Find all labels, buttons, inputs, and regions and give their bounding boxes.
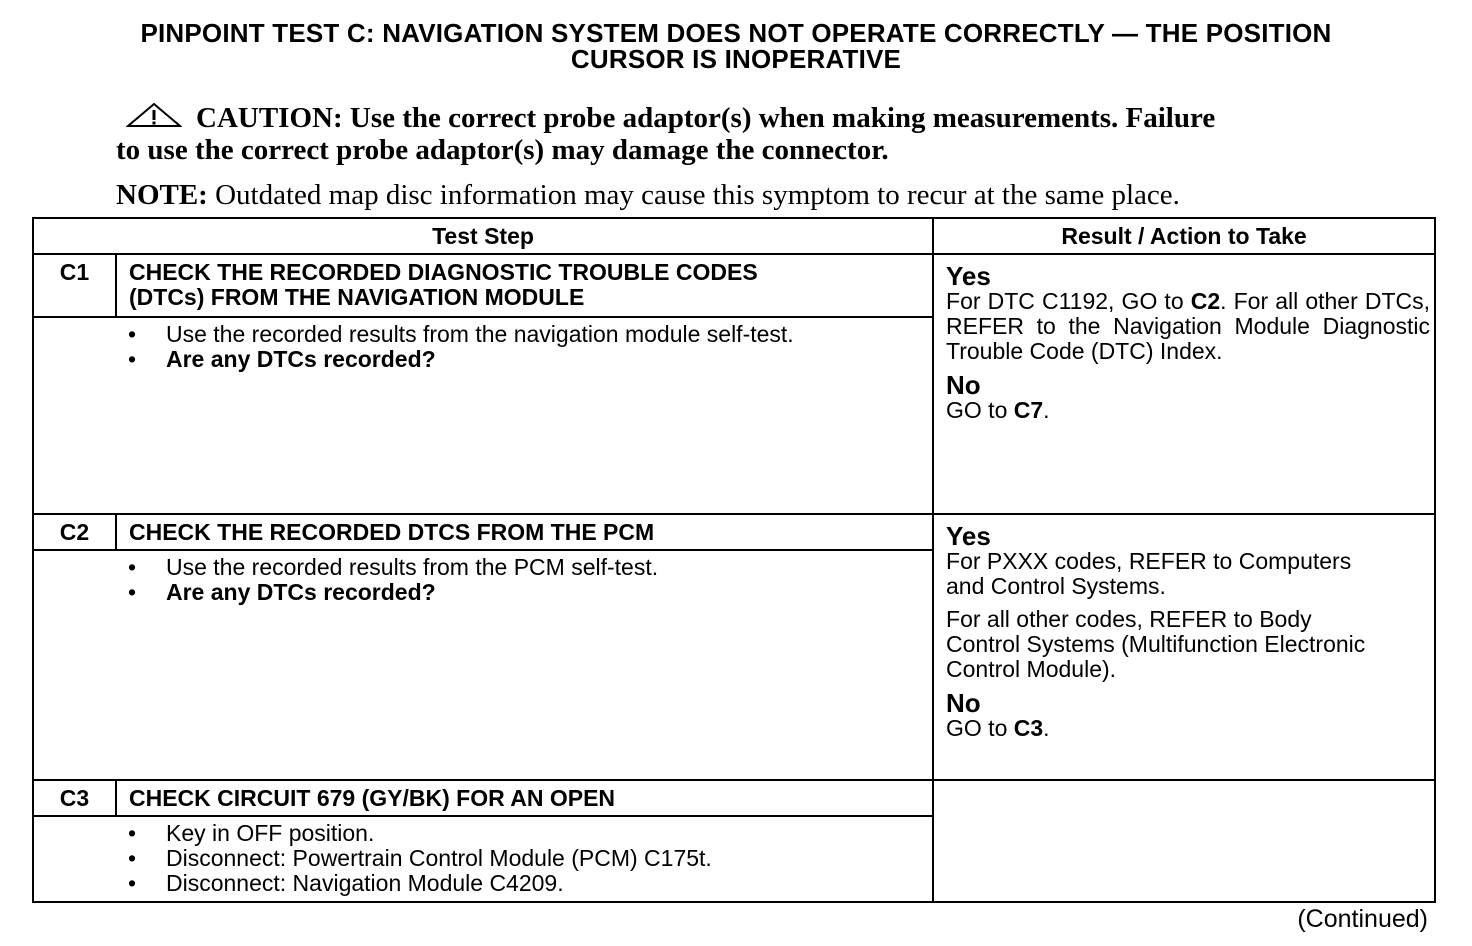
step-heading-line1: CHECK CIRCUIT 679 (GY/BK) FOR AN OPEN (129, 785, 616, 811)
step-id: C1 (33, 254, 116, 317)
step-reference-link: C2 (1190, 288, 1221, 314)
bullet-dot: • (128, 870, 137, 896)
bullet-text: Key in OFF position. (166, 820, 375, 846)
result-yes-text-2 (946, 607, 1430, 682)
result-text-line: For PXXX codes, REFER to Computers (946, 548, 1352, 574)
caution-label: CAUTION: (196, 102, 343, 134)
result-cell-empty (933, 780, 1435, 902)
bullet-dot: • (128, 579, 137, 605)
result-no-text (946, 716, 1430, 741)
bullet-dot: • (128, 554, 137, 580)
table-row (33, 254, 1435, 317)
pinpoint-test-table (32, 217, 1436, 903)
column-header-test-step: Test Step (33, 218, 933, 254)
list-item (34, 322, 922, 347)
step-heading (116, 780, 933, 816)
list-item (34, 347, 922, 372)
result-no-text (946, 398, 1430, 423)
page-title (0, 20, 1472, 72)
result-text-part: GO to (946, 397, 1014, 423)
bullet-dot: • (128, 820, 137, 846)
result-text-line: For all other codes, REFER to Body (946, 606, 1312, 632)
result-no-label: No (946, 370, 981, 400)
step-heading (116, 514, 933, 550)
caution-block (116, 102, 1316, 166)
result-yes-text (946, 549, 1430, 599)
result-text-line: Control Module). (946, 656, 1117, 682)
warning-triangle-icon (126, 102, 182, 128)
result-yes-label: Yes (946, 521, 991, 551)
caution-text-line1: Use the correct probe adaptor(s) when making measurements. Failure (349, 102, 1216, 134)
step-reference-link: C3 (1013, 715, 1044, 741)
list-item (34, 821, 922, 846)
result-yes-label: Yes (946, 261, 991, 291)
bullet-text: Use the recorded results from the navigation module self-test. (166, 321, 794, 347)
caution-line1 (116, 102, 1316, 134)
bullet-dot: • (128, 845, 137, 871)
page-title-line1: PINPOINT TEST C: NAVIGATION SYSTEM DOES NOT OPERATE CORRECTLY — THE POSITION (140, 18, 1332, 48)
result-no-label: No (946, 688, 981, 718)
step-heading-line1: CHECK THE RECORDED DIAGNOSTIC TROUBLE CODES (129, 259, 758, 285)
result-text-part: . (1043, 715, 1050, 741)
list-item (34, 871, 922, 896)
bullet-question: Are any DTCs recorded? (166, 579, 436, 605)
table-row (33, 780, 1435, 816)
continued-label: (Continued) (1297, 905, 1428, 933)
step-reference-link: C7 (1013, 397, 1044, 423)
bullet-question: Are any DTCs recorded? (166, 346, 436, 372)
step-heading-line2: (DTCs) FROM THE NAVIGATION MODULE (129, 284, 585, 310)
step-instructions (33, 816, 933, 902)
result-yes-text (946, 289, 1430, 364)
step-instructions (33, 317, 933, 514)
table-row (33, 514, 1435, 550)
table-header-row (33, 218, 1435, 254)
page-title-line2: CURSOR IS INOPERATIVE (570, 44, 902, 74)
bullet-text: Disconnect: Navigation Module C4209. (166, 870, 564, 896)
bullet-text: Use the recorded results from the PCM self-test. (166, 554, 659, 580)
result-text-part: . (1043, 397, 1050, 423)
note-label: NOTE: (116, 179, 208, 211)
result-text-part: . For all other DTCs, REFER to the Navigation Module Diagnostic Trouble Code (DTC) Index. (946, 288, 1431, 364)
step-id: C3 (33, 780, 116, 816)
result-cell (933, 254, 1435, 514)
column-header-result: Result / Action to Take (933, 218, 1435, 254)
caution-text-line2: to use the correct probe adaptor(s) may damage the connector. (116, 134, 889, 166)
result-text-part: For DTC C1192, GO to (946, 288, 1191, 314)
bullet-dot: • (128, 321, 137, 347)
result-cell (933, 514, 1435, 780)
step-heading (116, 254, 933, 317)
note-block (116, 178, 1366, 212)
bullet-text: Disconnect: Powertrain Control Module (PCM) C175t. (166, 845, 712, 871)
step-id: C2 (33, 514, 116, 550)
result-text-line: Control Systems (Multifunction Electronic (946, 631, 1366, 657)
result-text-part: GO to (946, 715, 1014, 741)
list-item (34, 846, 922, 871)
step-heading-line1: CHECK THE RECORDED DTCS FROM THE PCM (129, 519, 655, 545)
result-text-line: and Control Systems. (946, 573, 1166, 599)
list-item (34, 555, 922, 580)
bullet-dot: • (128, 346, 137, 372)
step-instructions (33, 550, 933, 780)
list-item (34, 580, 922, 605)
note-text: Outdated map disc information may cause this symptom to recur at the same place. (215, 179, 1180, 211)
